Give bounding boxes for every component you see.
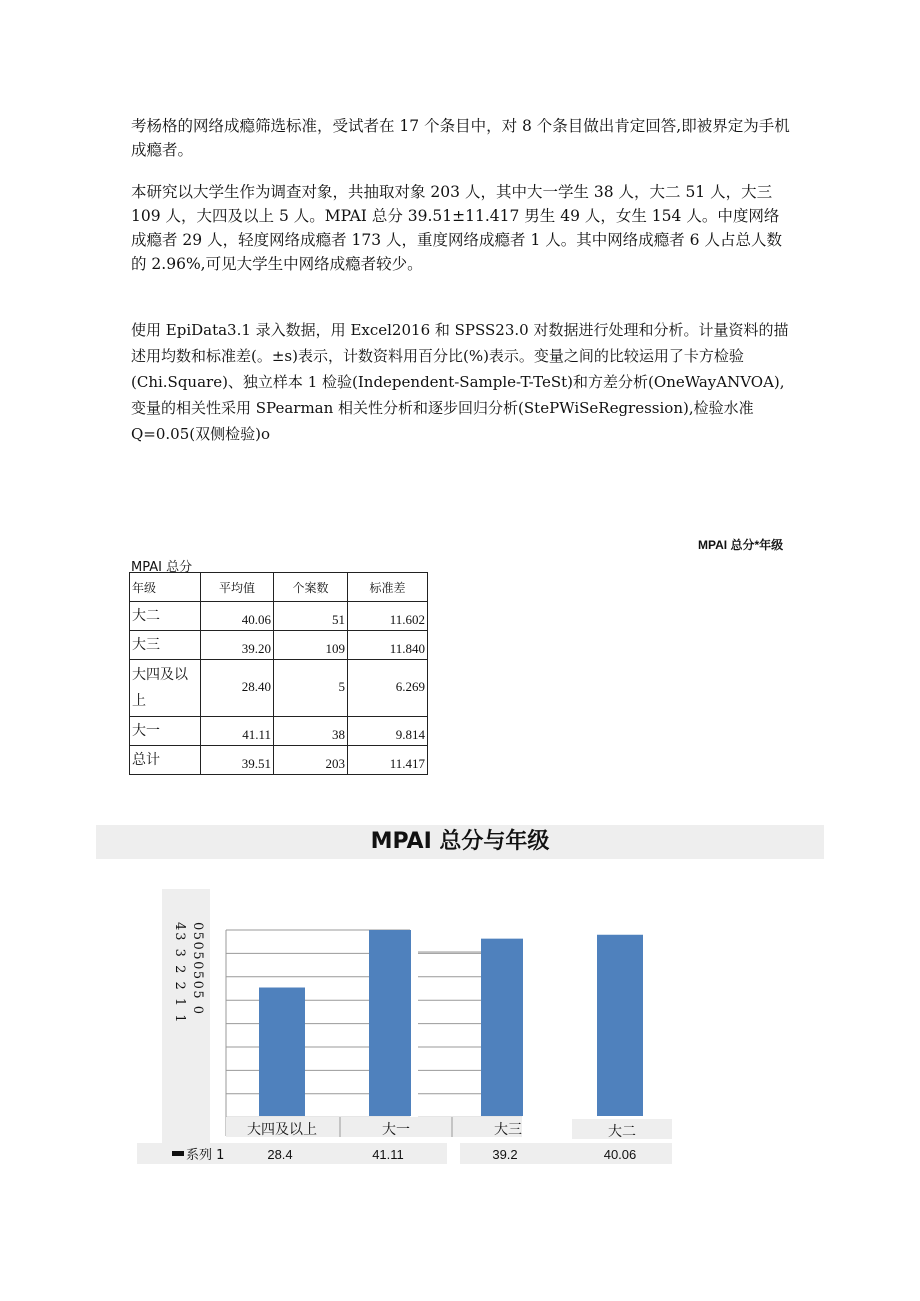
category-label: 大一 (382, 1122, 410, 1138)
cell-grade: 总计 (130, 746, 201, 775)
cell-sd: 11.602 (348, 602, 428, 631)
header-sd: 标准差 (348, 573, 428, 602)
y-tick-labels: 43 3 2 2 1 1 (172, 922, 187, 1025)
bar-3 (481, 939, 527, 1116)
panel-gap (411, 920, 418, 1145)
header-mean: 平均值 (201, 573, 274, 602)
cell-count: 109 (274, 631, 348, 660)
cell-mean: 39.20 (201, 631, 274, 660)
category-label: 大四及以上 (247, 1122, 317, 1138)
y-tick-labels: 05050505 0 (190, 922, 205, 1016)
header-grade: 年级 (130, 573, 201, 602)
paragraph-methods: 使用 EpiData3.1 录入数据，用 Excel2016 和 SPSS23.0 对数据进行处理和分析。计量资料的描述用均数和标准差(。±s)表示，计数资料用百分比(%)表示。变量之间的比较运用了卡方检验(Chi.Square)、独立样本 1 检验(Independent-Sample-T-TeSt)和方差分析(OneWayANVOA),变量的相关性采用 SPearman 相关性分析和逐步回归分析(StePWiSeRegression),检验水准 Q=0.05(双侧检验)o (131, 321, 789, 443)
data-value-label: 41.11 (372, 1147, 404, 1162)
cell-mean: 41.11 (201, 717, 274, 746)
cell-grade: 大四及以上 (130, 660, 201, 717)
x-axis-categories (226, 1117, 672, 1140)
table-subtitle: MPAI 总分 (131, 560, 193, 575)
cell-count: 38 (274, 717, 348, 746)
data-value-label: 28.4 (267, 1147, 293, 1162)
cell-count: 203 (274, 746, 348, 775)
value-labels (137, 1143, 672, 1164)
bar-4 (597, 935, 643, 1116)
cell-sd: 11.840 (348, 631, 428, 660)
table-title: MPAI 总分*年级 (698, 538, 784, 552)
cell-count: 5 (274, 660, 348, 717)
cell-sd: 9.814 (348, 717, 428, 746)
series-name: 系列 1 (186, 1148, 225, 1163)
cell-mean: 40.06 (201, 602, 274, 631)
legend-swatch (172, 1151, 184, 1156)
bar-1 (259, 988, 305, 1116)
paragraph-study-subjects: 本研究以大学生作为调查对象，共抽取对象 203 人，其中大一学生 38 人，大二 51 人，大三 109 人，大四及以上 5 人。MPAI 总分 39.51±11.417 男生 49 人，女生 154 人。中度网络成瘾者 29 人，轻度网络成瘾者 173 人，重度网络成瘾者 1 人。其中网络成瘾者 6 人占总人数的 2.96%,可见大学生中网络成瘾者较少。 (131, 183, 782, 273)
cell-mean: 39.51 (201, 746, 274, 775)
paragraph-screening-criteria: 考杨格的网络成瘾筛选标准，受试者在 17 个条目中，对 8 个条目做出肯定回答,即被界定为手机成瘾者。 (131, 117, 790, 159)
chart-title: MPAI 总分与年级 (96, 825, 824, 859)
data-value-label: 39.2 (492, 1147, 518, 1162)
header-count: 个案数 (274, 573, 348, 602)
cell-grade: 大一 (130, 717, 201, 746)
category-label: 大三 (494, 1122, 522, 1138)
cell-sd: 11.417 (348, 746, 428, 775)
bar-2 (369, 930, 415, 1116)
cell-grade: 大二 (130, 602, 201, 631)
cell-mean: 28.40 (201, 660, 274, 717)
panel-gap (523, 920, 567, 1145)
category-label: 大二 (608, 1124, 636, 1140)
data-value-label: 40.06 (603, 1147, 637, 1162)
cell-grade: 大三 (130, 631, 201, 660)
cell-count: 51 (274, 602, 348, 631)
cell-sd: 6.269 (348, 660, 428, 717)
